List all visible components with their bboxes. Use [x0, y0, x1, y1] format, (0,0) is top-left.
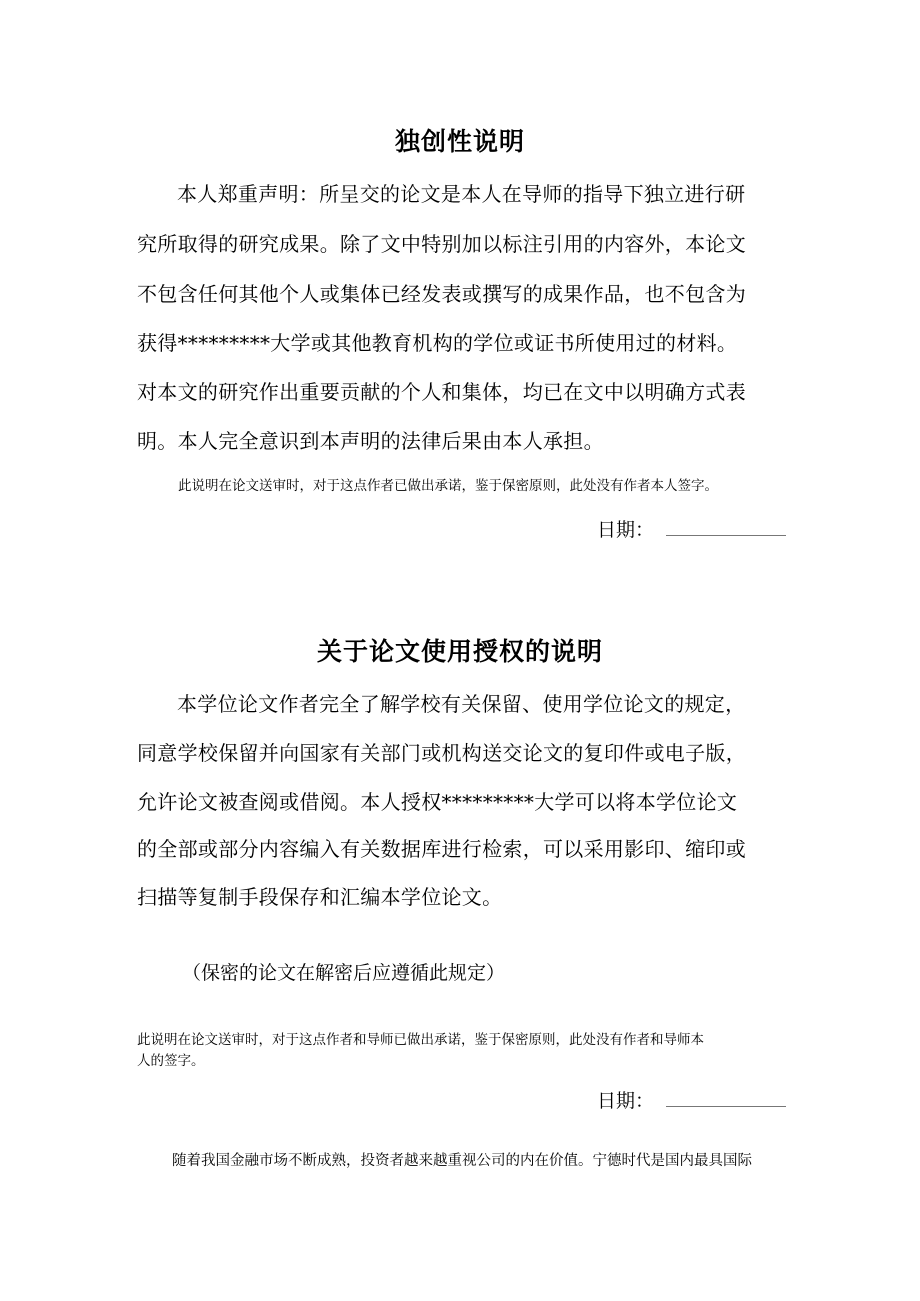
section1-date-label: 日期： — [597, 519, 655, 541]
section2-line-3: 允许论文被查阅或借阅。本人授权*********大学可以将本学位论文 — [137, 790, 738, 814]
section2-line-2: 同意学校保留并向国家有关部门或机构送交论文的复印件或电子版， — [137, 741, 746, 765]
section2-confidential-note: （保密的论文在解密后应遵循此规定） — [182, 962, 506, 984]
section1-line-1: 本人郑重声明：所呈交的论文是本人在导师的指导下独立进行研 — [177, 182, 746, 206]
section1-title: 独创性说明 — [394, 127, 525, 156]
section2-note-line-1: 此说明在论文送审时，对于这点作者和导师已做出承诺，鉴于保密原则，此处没有作者和导师本 — [137, 1032, 704, 1048]
section1-line-5: 对本文的研究作出重要贡献的个人和集体，均已在文中以明确方式表 — [137, 380, 746, 404]
section1-date-blank — [666, 534, 786, 536]
section1-date-row — [597, 515, 786, 542]
section1-note: 此说明在论文送审时，对于这点作者已做出承诺，鉴于保密原则，此处没有作者本人签字。 — [178, 478, 718, 494]
section2-line-1: 本学位论文作者完全了解学校有关保留、使用学位论文的规定， — [177, 692, 746, 716]
footer-text: 随着我国金融市场不断成熟，投资者越来越重视公司的内在价值。宁德时代是国内最具国际 — [172, 1153, 752, 1169]
section2-line-4: 的全部或部分内容编入有关数据库进行检索，可以采用影印、缩印或 — [137, 837, 746, 861]
section2-line-5: 扫描等复制手段保存和汇编本学位论文。 — [137, 885, 503, 909]
section2-title: 关于论文使用授权的说明 — [316, 637, 603, 666]
section1-line-3: 不包含任何其他个人或集体已经发表或撰写的成果作品，也不包含为 — [137, 282, 746, 306]
section1-line-4: 获得*********大学或其他教育机构的学位或证书所使用过的材料。 — [137, 331, 738, 355]
section2-note-line-2: 人的签字。 — [137, 1053, 205, 1069]
section1-line-2: 究所取得的研究成果。除了文中特别加以标注引用的内容外，本论文 — [137, 232, 746, 256]
section2-date-row — [597, 1086, 786, 1113]
section1-line-6: 明。本人完全意识到本声明的法律后果由本人承担。 — [137, 429, 604, 453]
section2-date-label: 日期： — [597, 1090, 655, 1112]
section2-date-blank — [666, 1105, 786, 1107]
